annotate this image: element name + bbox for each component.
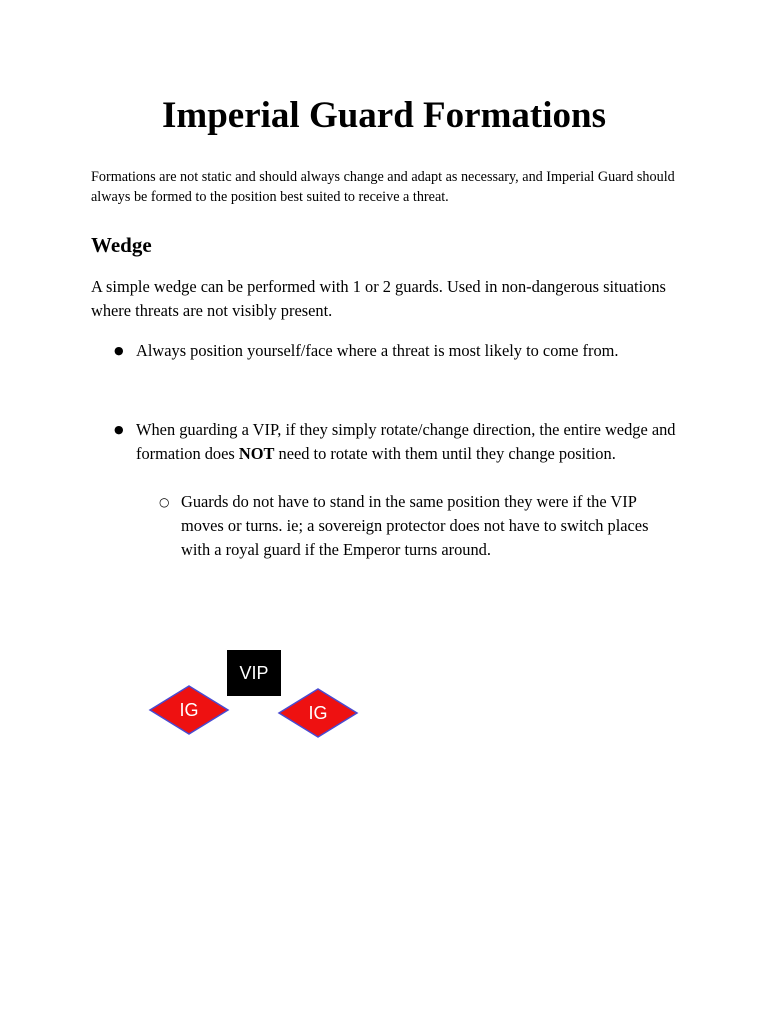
- bullet-text-before: When guarding a VIP, if they simply rotate/change direction, the entire wedge and formation does: [136, 420, 676, 463]
- intro-paragraph: Formations are not static and should always change and adapt as necessary, and Imperial Guard should always be formed to the position best suited to receive a threat.: [91, 169, 675, 205]
- guard-diamond-right: [277, 687, 359, 739]
- section-paragraph: A simple wedge can be performed with 1 or 2 guards. Used in non-dangerous situations where threats are not visibly present.: [91, 277, 666, 320]
- bullet-circle-icon: ○: [159, 495, 170, 509]
- bullet-text: Always position yourself/face where a threat is most likely to come from.: [136, 341, 619, 360]
- page-title: Imperial Guard Formations: [162, 95, 606, 136]
- bullet-dot-icon: ●: [114, 423, 124, 436]
- bullet-item: [114, 418, 676, 466]
- bullet-dot-icon: ●: [114, 344, 124, 357]
- guard-right-label: IG: [308, 702, 328, 723]
- sub-bullet-item: [159, 490, 681, 562]
- wedge-formation-diagram: [140, 640, 380, 750]
- sub-bullet-text: Guards do not have to stand in the same position they were if the VIP moves or turns. ie; a sovereign protector does not have to switch places with a royal guard if the Emperor turns around.: [181, 492, 649, 559]
- bullet-text-after: need to rotate with them until they change position.: [274, 444, 616, 463]
- guard-left-label: IG: [179, 699, 199, 720]
- vip-label: VIP: [239, 662, 269, 683]
- section-heading: Wedge: [91, 233, 152, 257]
- guard-diamond-left: [148, 684, 230, 736]
- bullet-item: [114, 339, 696, 363]
- vip-box: [227, 650, 281, 696]
- bullet-text-emphasis: NOT: [238, 444, 275, 463]
